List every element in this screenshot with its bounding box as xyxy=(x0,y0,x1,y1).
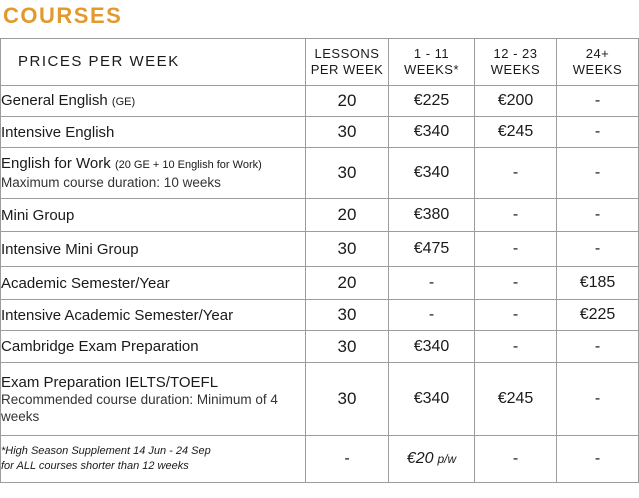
price-24-plus: - xyxy=(557,232,639,267)
table-row xyxy=(1,331,639,363)
price-24-plus: - xyxy=(557,86,639,117)
table-row xyxy=(1,363,639,436)
price-12-23: - xyxy=(475,199,557,232)
price-1-11: €340 xyxy=(389,148,475,199)
price-24-plus: - xyxy=(557,331,639,363)
price-24-plus: - xyxy=(557,117,639,148)
header-1-11-weeks: 1 - 11 WEEKS* xyxy=(389,39,475,86)
header-title: PRICES PER WEEK xyxy=(1,39,306,86)
table-row xyxy=(1,300,639,331)
course-name: Intensive Academic Semester/Year xyxy=(1,300,306,331)
price-1-11: €380 xyxy=(389,199,475,232)
lessons-cell: 30 xyxy=(306,331,389,363)
table-row xyxy=(1,267,639,300)
course-name: Intensive Mini Group xyxy=(1,232,306,267)
supplement-note: *High Season Supplement 14 Jun - 24 Sep for ALL courses shorter than 12 weeks xyxy=(1,436,306,483)
price-12-23: - xyxy=(475,232,557,267)
header-24-plus-weeks: 24+ WEEKS xyxy=(557,39,639,86)
course-name: Academic Semester/Year xyxy=(1,267,306,300)
price-12-23: €245 xyxy=(475,117,557,148)
course-name: Cambridge Exam Preparation xyxy=(1,331,306,363)
lessons-cell: 30 xyxy=(306,363,389,436)
lessons-cell: 30 xyxy=(306,232,389,267)
price-1-11: - xyxy=(389,300,475,331)
course-note: Recommended course duration: Minimum of 4 weeks xyxy=(1,391,278,424)
lessons-cell: 20 xyxy=(306,199,389,232)
price-24-plus: €225 xyxy=(557,300,639,331)
table-row xyxy=(1,148,639,199)
price-24-plus: - xyxy=(557,199,639,232)
course-name: Mini Group xyxy=(1,199,306,232)
price-1-11: €225 xyxy=(389,86,475,117)
course-note: Maximum course duration: 10 weeks xyxy=(1,175,221,190)
course-name: General English (GE) xyxy=(1,86,306,117)
section-heading: COURSES xyxy=(3,3,123,28)
lessons-cell: 30 xyxy=(306,300,389,331)
price-24-plus: €185 xyxy=(557,267,639,300)
price-12-23: - xyxy=(475,300,557,331)
lessons-cell: - xyxy=(306,436,389,483)
table-row xyxy=(1,232,639,267)
price-1-11: €340 xyxy=(389,363,475,436)
price-24-plus: - xyxy=(557,148,639,199)
course-name: Intensive English xyxy=(1,117,306,148)
header-12-23-weeks: 12 - 23 WEEKS xyxy=(475,39,557,86)
lessons-cell: 20 xyxy=(306,267,389,300)
header-lessons: LESSONS PER WEEK xyxy=(306,39,389,86)
price-12-23: - xyxy=(475,148,557,199)
lessons-cell: 30 xyxy=(306,117,389,148)
price-12-23: - xyxy=(475,267,557,300)
supplement-row xyxy=(1,436,639,483)
price-12-23: - xyxy=(475,436,557,483)
price-1-11: €340 xyxy=(389,117,475,148)
price-12-23: €200 xyxy=(475,86,557,117)
table-row xyxy=(1,199,639,232)
table-row xyxy=(1,117,639,148)
price-table xyxy=(0,38,639,483)
price-1-11: €340 xyxy=(389,331,475,363)
lessons-cell: 30 xyxy=(306,148,389,199)
table-row xyxy=(1,86,639,117)
price-12-23: - xyxy=(475,331,557,363)
lessons-cell: 20 xyxy=(306,86,389,117)
course-name: Exam Preparation IELTS/TOEFL Recommended course duration: Minimum of 4 weeks xyxy=(1,363,306,436)
price-24-plus: - xyxy=(557,363,639,436)
price-1-11: €475 xyxy=(389,232,475,267)
price-24-plus: - xyxy=(557,436,639,483)
price-12-23: €245 xyxy=(475,363,557,436)
course-name: English for Work (20 GE + 10 English for Work) Maximum course duration: 10 weeks xyxy=(1,148,306,199)
price-1-11: - xyxy=(389,267,475,300)
supplement-price: €20 p/w xyxy=(389,436,475,483)
header-row xyxy=(1,39,639,86)
